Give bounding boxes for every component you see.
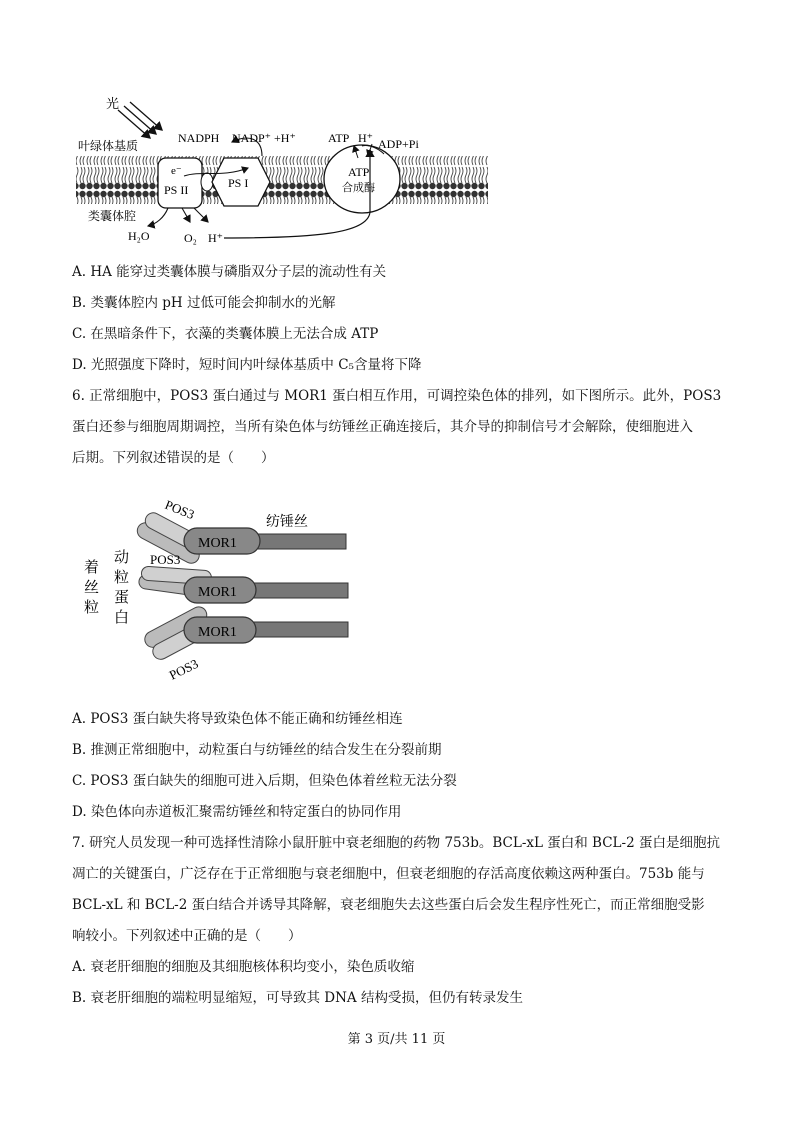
pos3-label-mid: POS3 [150, 552, 181, 567]
spindle-fiber-2 [250, 583, 348, 598]
plastoquinone [201, 173, 213, 191]
kinetochore-label-2: 粒 [114, 568, 130, 586]
spindle-fiber-1 [256, 534, 346, 549]
h2o-label: H₂O [128, 229, 150, 243]
q7-option-a: A. 衰老肝细胞的细胞及其细胞核体积均变小，染色质收缩 [72, 959, 415, 975]
mor1-label-2: MOR1 [198, 585, 237, 600]
o2-label: O₂ [184, 231, 197, 245]
q7-option-b: B. 衰老肝细胞的端粒明显缩短，可导致其 DNA 结构受损，但仍有转录发生 [72, 990, 523, 1006]
q6-option-c: C. POS3 蛋白缺失的细胞可进入后期，但染色体着丝粒无法分裂 [72, 773, 457, 789]
q5-option-d: D. 光照强度下降时，短时间内叶绿体基质中 C₅含量将下降 [72, 357, 422, 373]
electron-label: e⁻ [171, 165, 182, 177]
pos3-label-bottom: POS3 [166, 655, 201, 683]
q7-stem-line-1: 7. 研究人员发现一种可选择性清除小鼠肝脏中衰老细胞的药物 753b。BCL-xL 蛋白和 BCL-2 蛋白是细胞抗 [72, 835, 720, 851]
nadp-label: NADP⁺ +H⁺ [232, 131, 296, 145]
mor1-label-3: MOR1 [198, 625, 237, 640]
adp-label: ADP+Pi [378, 137, 419, 151]
lumen-label: 类囊体腔 [88, 209, 137, 223]
pos3-label-top: POS3 [162, 496, 197, 523]
light-arrows [118, 102, 162, 138]
q7-stem-line-4: 响较小。下列叙述中正确的是（ ） [72, 928, 302, 944]
lipid-bilayer [76, 156, 488, 204]
q7-stem-line-2: 凋亡的关键蛋白，广泛存在于正常细胞与衰老细胞中，但衰老细胞的存活高度依赖这两种蛋白。753b 能与 [72, 866, 705, 882]
centromere-label-2: 丝 [84, 578, 100, 596]
kinetochore-label-3: 蛋 [114, 588, 130, 606]
stroma-label: 叶绿体基质 [78, 139, 139, 153]
h-bottom-label: H⁺ [208, 231, 223, 245]
q5-option-b: B. 类囊体腔内 pH 过低可能会抑制水的光解 [72, 295, 336, 311]
ps1-label: PS I [228, 176, 249, 190]
page-footer: 第 3 页/共 11 页 [347, 1032, 446, 1047]
centromere-label-3: 粒 [84, 598, 100, 616]
mor1-label-1: MOR1 [198, 536, 237, 551]
q5-option-c: C. 在黑暗条件下，衣藻的类囊体膜上无法合成 ATP [72, 326, 379, 342]
q7-stem-line-3: BCL-xL 和 BCL-2 蛋白结合并诱导其降解，衰老细胞失去这些蛋白后会发生程序性死亡，而正常细胞受影 [72, 897, 705, 913]
centromere-label-1: 着 [84, 558, 100, 576]
kinetochore-label-1: 动 [114, 548, 130, 566]
thylakoid-membrane-diagram [72, 94, 492, 252]
q5-option-a: A. HA 能穿过类囊体膜与磷脂双分子层的流动性有关 [72, 264, 387, 280]
nadph-label: NADPH [178, 131, 220, 145]
atp-synthase [324, 145, 400, 213]
atp-synthase-label-1: ATP [348, 165, 370, 179]
atp-synthase-label-2: 合成酶 [342, 181, 375, 194]
q6-option-d: D. 染色体向赤道板汇聚需纺锤丝和特定蛋白的协同作用 [72, 804, 402, 820]
q6-option-b: B. 推测正常细胞中，动粒蛋白与纺锤丝的结合发生在分裂前期 [72, 742, 442, 758]
q6-option-a: A. POS3 蛋白缺失将导致染色体不能正确和纺锤丝相连 [72, 711, 403, 727]
light-label: 光 [106, 97, 120, 112]
atp-label: ATP [328, 131, 350, 145]
pos3-mor1-diagram [80, 490, 370, 686]
spindle-fiber-3 [250, 622, 348, 637]
h-top-label: H⁺ [358, 131, 373, 145]
spindle-label: 纺锤丝 [266, 514, 308, 530]
q6-stem-line-1: 6. 正常细胞中，POS3 蛋白通过与 MOR1 蛋白相互作用，可调控染色体的排列，如下图所示。此外，POS3 [72, 388, 722, 404]
q6-stem-line-3: 后期。下列叙述错误的是（ ） [72, 450, 275, 466]
q6-stem-line-2: 蛋白还参与细胞周期调控，当所有染色体与纺锤丝正确连接后，其介导的抑制信号才会解除，使细胞进入 [72, 419, 693, 435]
ps2-label: PS II [164, 183, 189, 197]
kinetochore-label-4: 白 [114, 608, 130, 626]
